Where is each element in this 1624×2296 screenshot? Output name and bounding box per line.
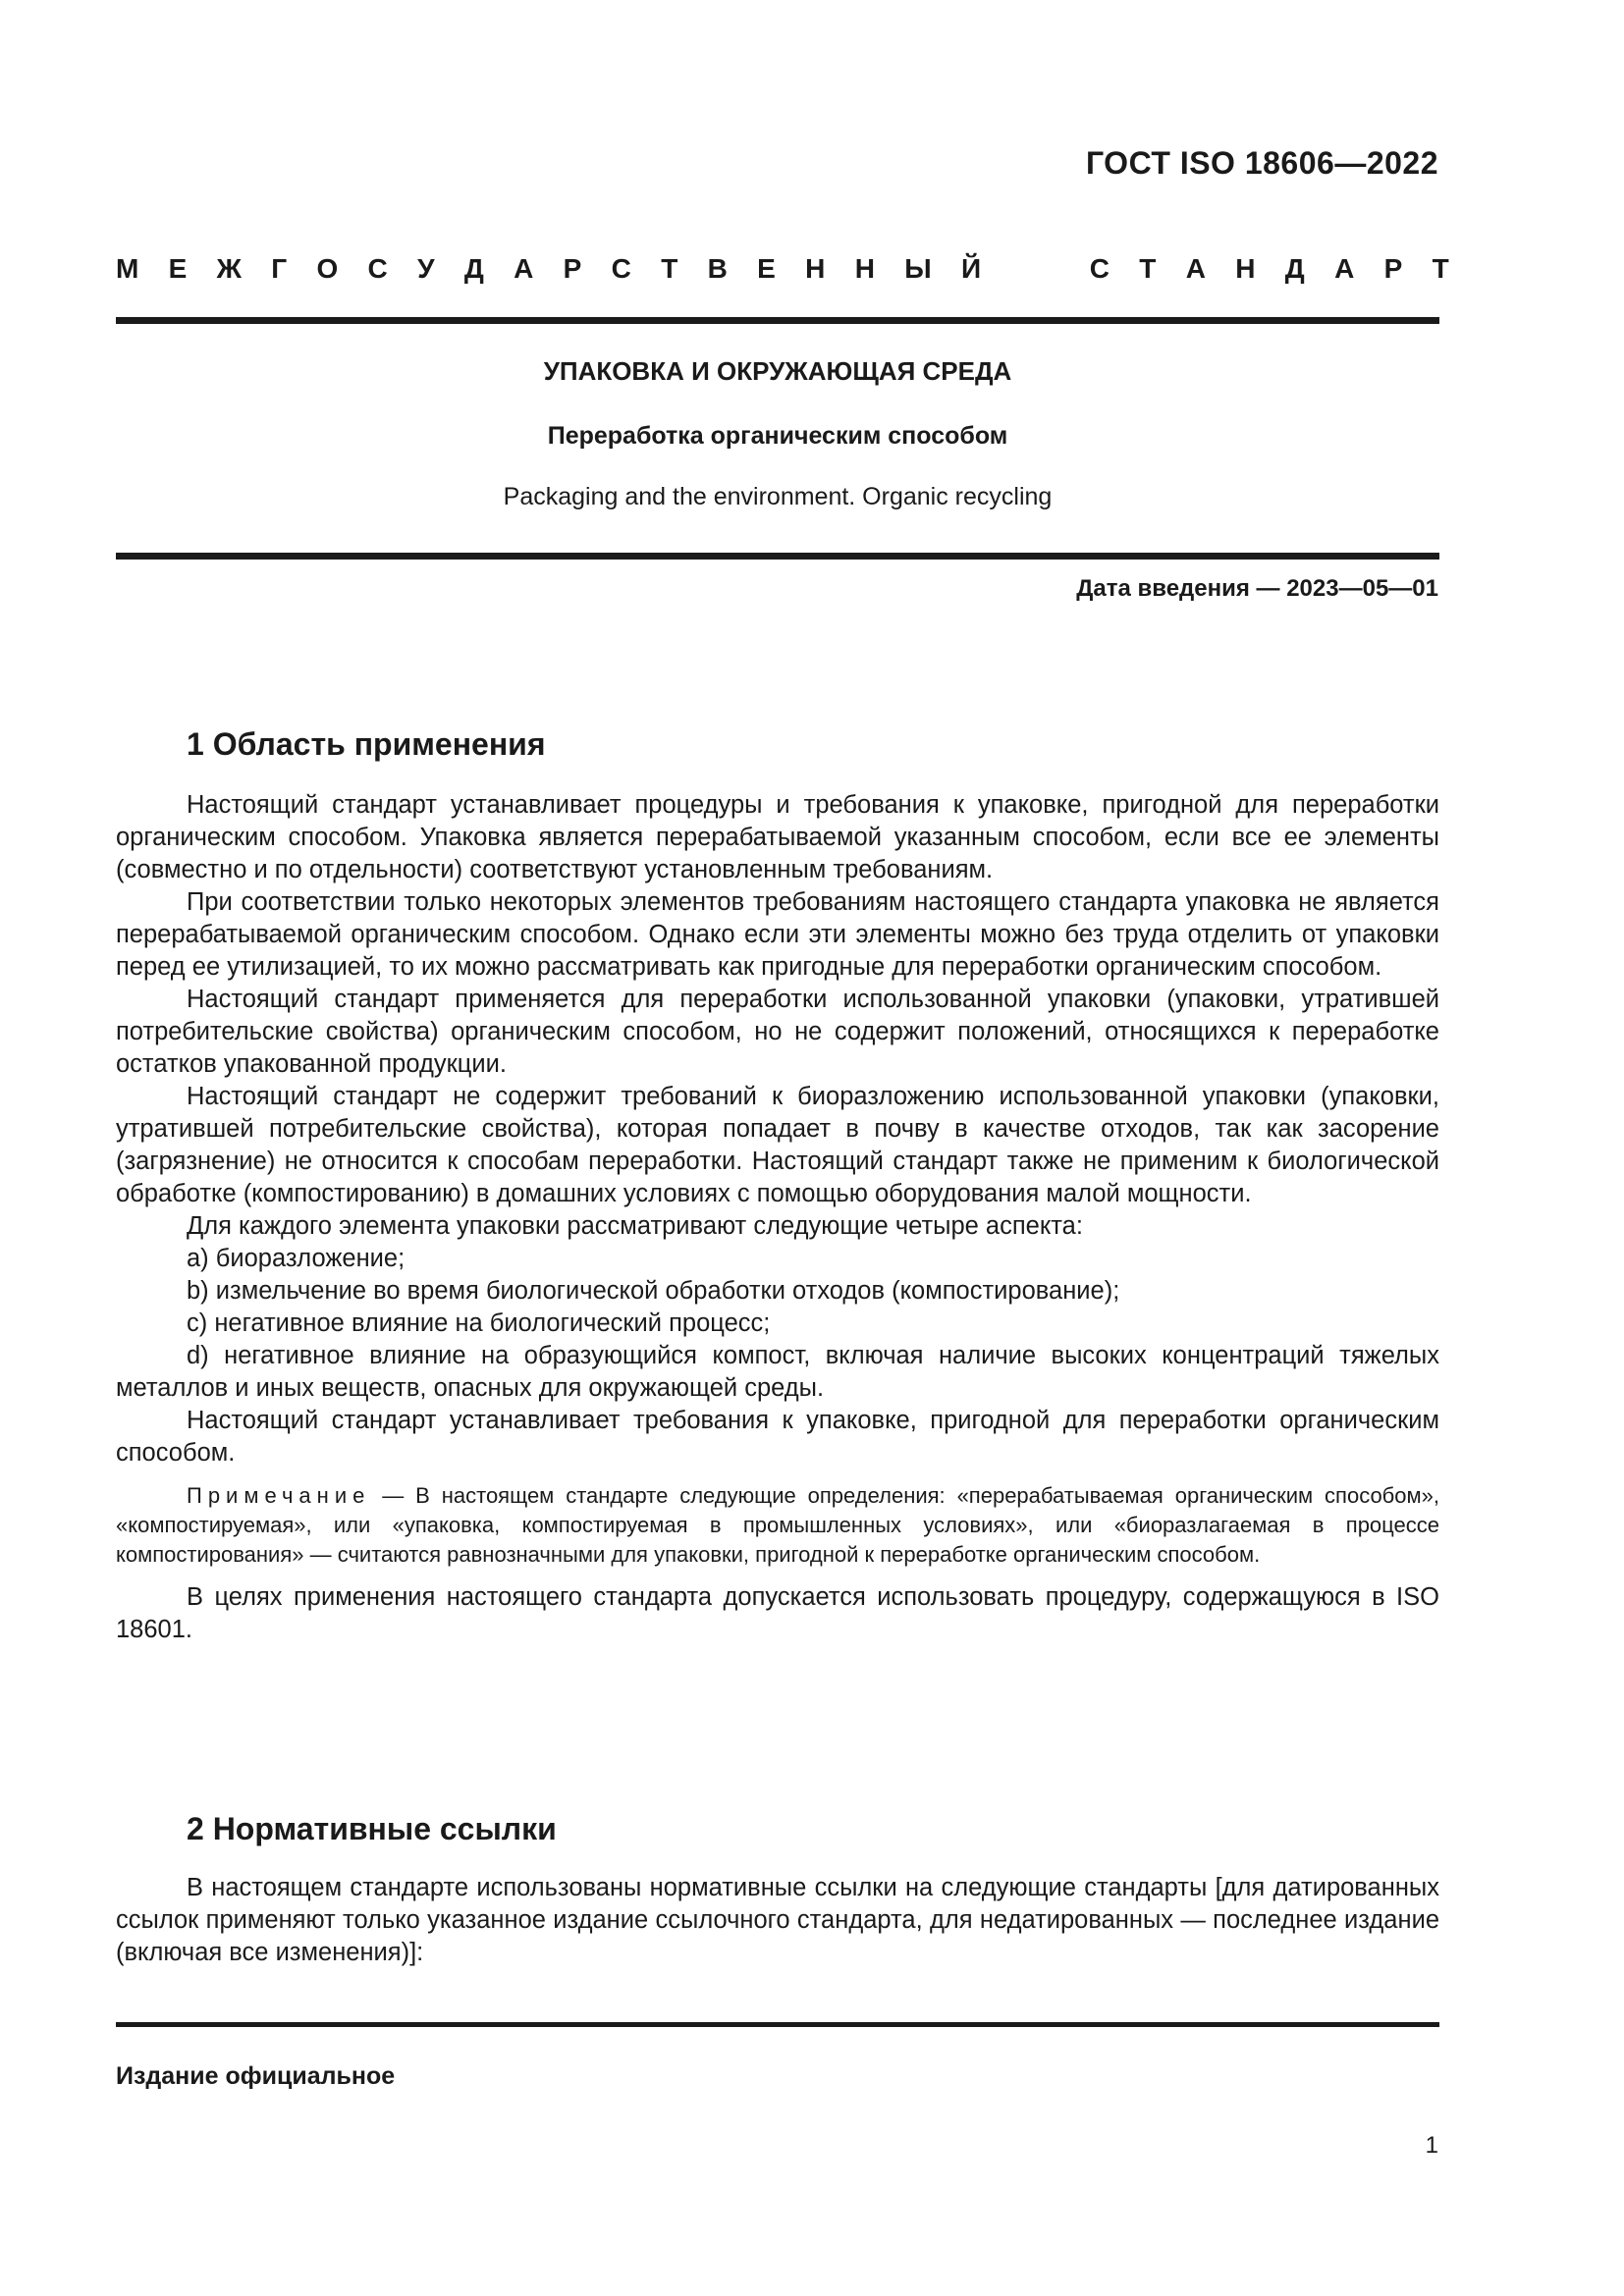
note-label: Примечание [187,1483,371,1508]
banner-letter: Н [854,253,875,284]
banner-letter: Т [661,253,678,284]
section-1-body [116,789,1439,1646]
english-title: Packaging and the environment. Organic recycling [503,483,1053,510]
introduction-date: Дата введения — 2023—05—01 [1076,575,1438,602]
section-2-heading: 2 Нормативные ссылки [187,1811,557,1846]
banner-letter: А [1334,253,1355,284]
section-2-body [116,1872,1439,1969]
banner-letter: С [367,253,388,284]
banner-letter: Р [563,253,582,284]
paragraph: Для каждого элемента упаковки рассматривают следующие четыре аспекта: [187,1212,1083,1240]
banner-letter: Д [463,253,484,284]
note-text: — В настоящем стандарте следующие определения: «перерабатываемая органическим способом», «компостируемая», или «упаковка, компостируемая в промышленных условиях», или «биоразлагаемая в процессе компостирования» — считаются равнозначными для упаковки, пригодной к переработке органическим способом. [116,1483,1439,1567]
banner-letter: У [417,253,435,284]
paragraph: Настоящий стандарт не содержит требований к биоразложению использованной упаковки (упаковки, утратившей потребительские свойства), которая попадает в почву в качестве отходов, так как засорение (загрязнение) не относится к способам переработки. Настоящий стандарт также не применим к биологической обработке (компостированию) в домашних условиях с помощью оборудования малой мощности. [116,1083,1439,1207]
interstate-standard-banner [116,253,1449,285]
top-divider [116,317,1439,324]
banner-letter: Й [960,253,982,284]
title-divider [116,553,1439,560]
banner-letter: Т [1432,253,1449,284]
official-edition-label: Издание официальное [116,2062,396,2090]
list-item: d) негативное влияние на образующийся компост, включая наличие высоких концентраций тяжелых металлов и иных веществ, опасных для окружающей среды. [116,1342,1439,1402]
page-number: 1 [1425,2132,1438,2159]
paragraph: В целях применения настоящего стандарта допускается использовать процедуру, содержащуюся в ISO 18601. [116,1583,1439,1643]
list-item: b) измельчение во время биологической обработки отходов (компостирование); [187,1277,1120,1305]
banner-letter: М [116,253,139,284]
banner-letter: О [316,253,339,284]
list-item: a) биоразложение; [187,1245,406,1272]
banner-letter: С [1089,253,1110,284]
banner-letter: А [514,253,534,284]
document-title: УПАКОВКА И ОКРУЖАЮЩАЯ СРЕДА [543,356,1012,386]
banner-letter: Т [1139,253,1157,284]
banner-letter: Д [1284,253,1305,284]
banner-letter: Е [757,253,776,284]
footer-divider [116,2022,1439,2027]
section-1-heading: 1 Область применения [187,726,546,762]
paragraph: Настоящий стандарт устанавливает требования к упаковке, пригодной для переработки органическим способом. [116,1407,1439,1467]
banner-letter: С [611,253,631,284]
document-subtitle: Переработка органическим способом [547,422,1008,450]
banner-letter: Г [271,253,288,284]
banner-letter: Р [1383,253,1403,284]
standard-code: ГОСТ ISO 18606—2022 [1085,145,1438,181]
paragraph: Настоящий стандарт применяется для переработки использованной упаковки (упаковки, утратившей потребительские свойства) органическим способом, но не содержит положений, относящихся к переработке остатков упакованной продукции. [116,986,1439,1078]
paragraph: При соответствии только некоторых элементов требованиям настоящего стандарта упаковка не является перерабатываемой органическим способом. Однако если эти элементы можно без труда отделить от упаковки перед ее утилизацией, то их можно рассматривать как пригодные для переработки органическим способом. [116,888,1439,981]
banner-letter: А [1185,253,1206,284]
list-item: c) негативное влияние на биологический процесс; [187,1309,771,1337]
paragraph: В настоящем стандарте использованы нормативные ссылки на следующие стандарты [для датированных ссылок применяют только указанное издание ссылочного стандарта, для недатированных — последнее издание (включая все изменения)]: [116,1874,1439,1966]
banner-gap [1010,253,1059,285]
banner-letter: Ж [216,253,242,284]
paragraph: Настоящий стандарт устанавливает процедуры и требования к упаковке, пригодной для переработки органическим способом. Упаковка является перерабатываемой указанным способом, если все ее элементы (совместно и по отдельности) соответствуют установленным требованиям. [116,791,1439,883]
note [116,1481,1439,1570]
banner-letter: Н [805,253,826,284]
banner-letter: Е [168,253,188,284]
banner-letter: В [707,253,728,284]
banner-letter: Н [1235,253,1256,284]
banner-letter: Ы [904,253,932,284]
